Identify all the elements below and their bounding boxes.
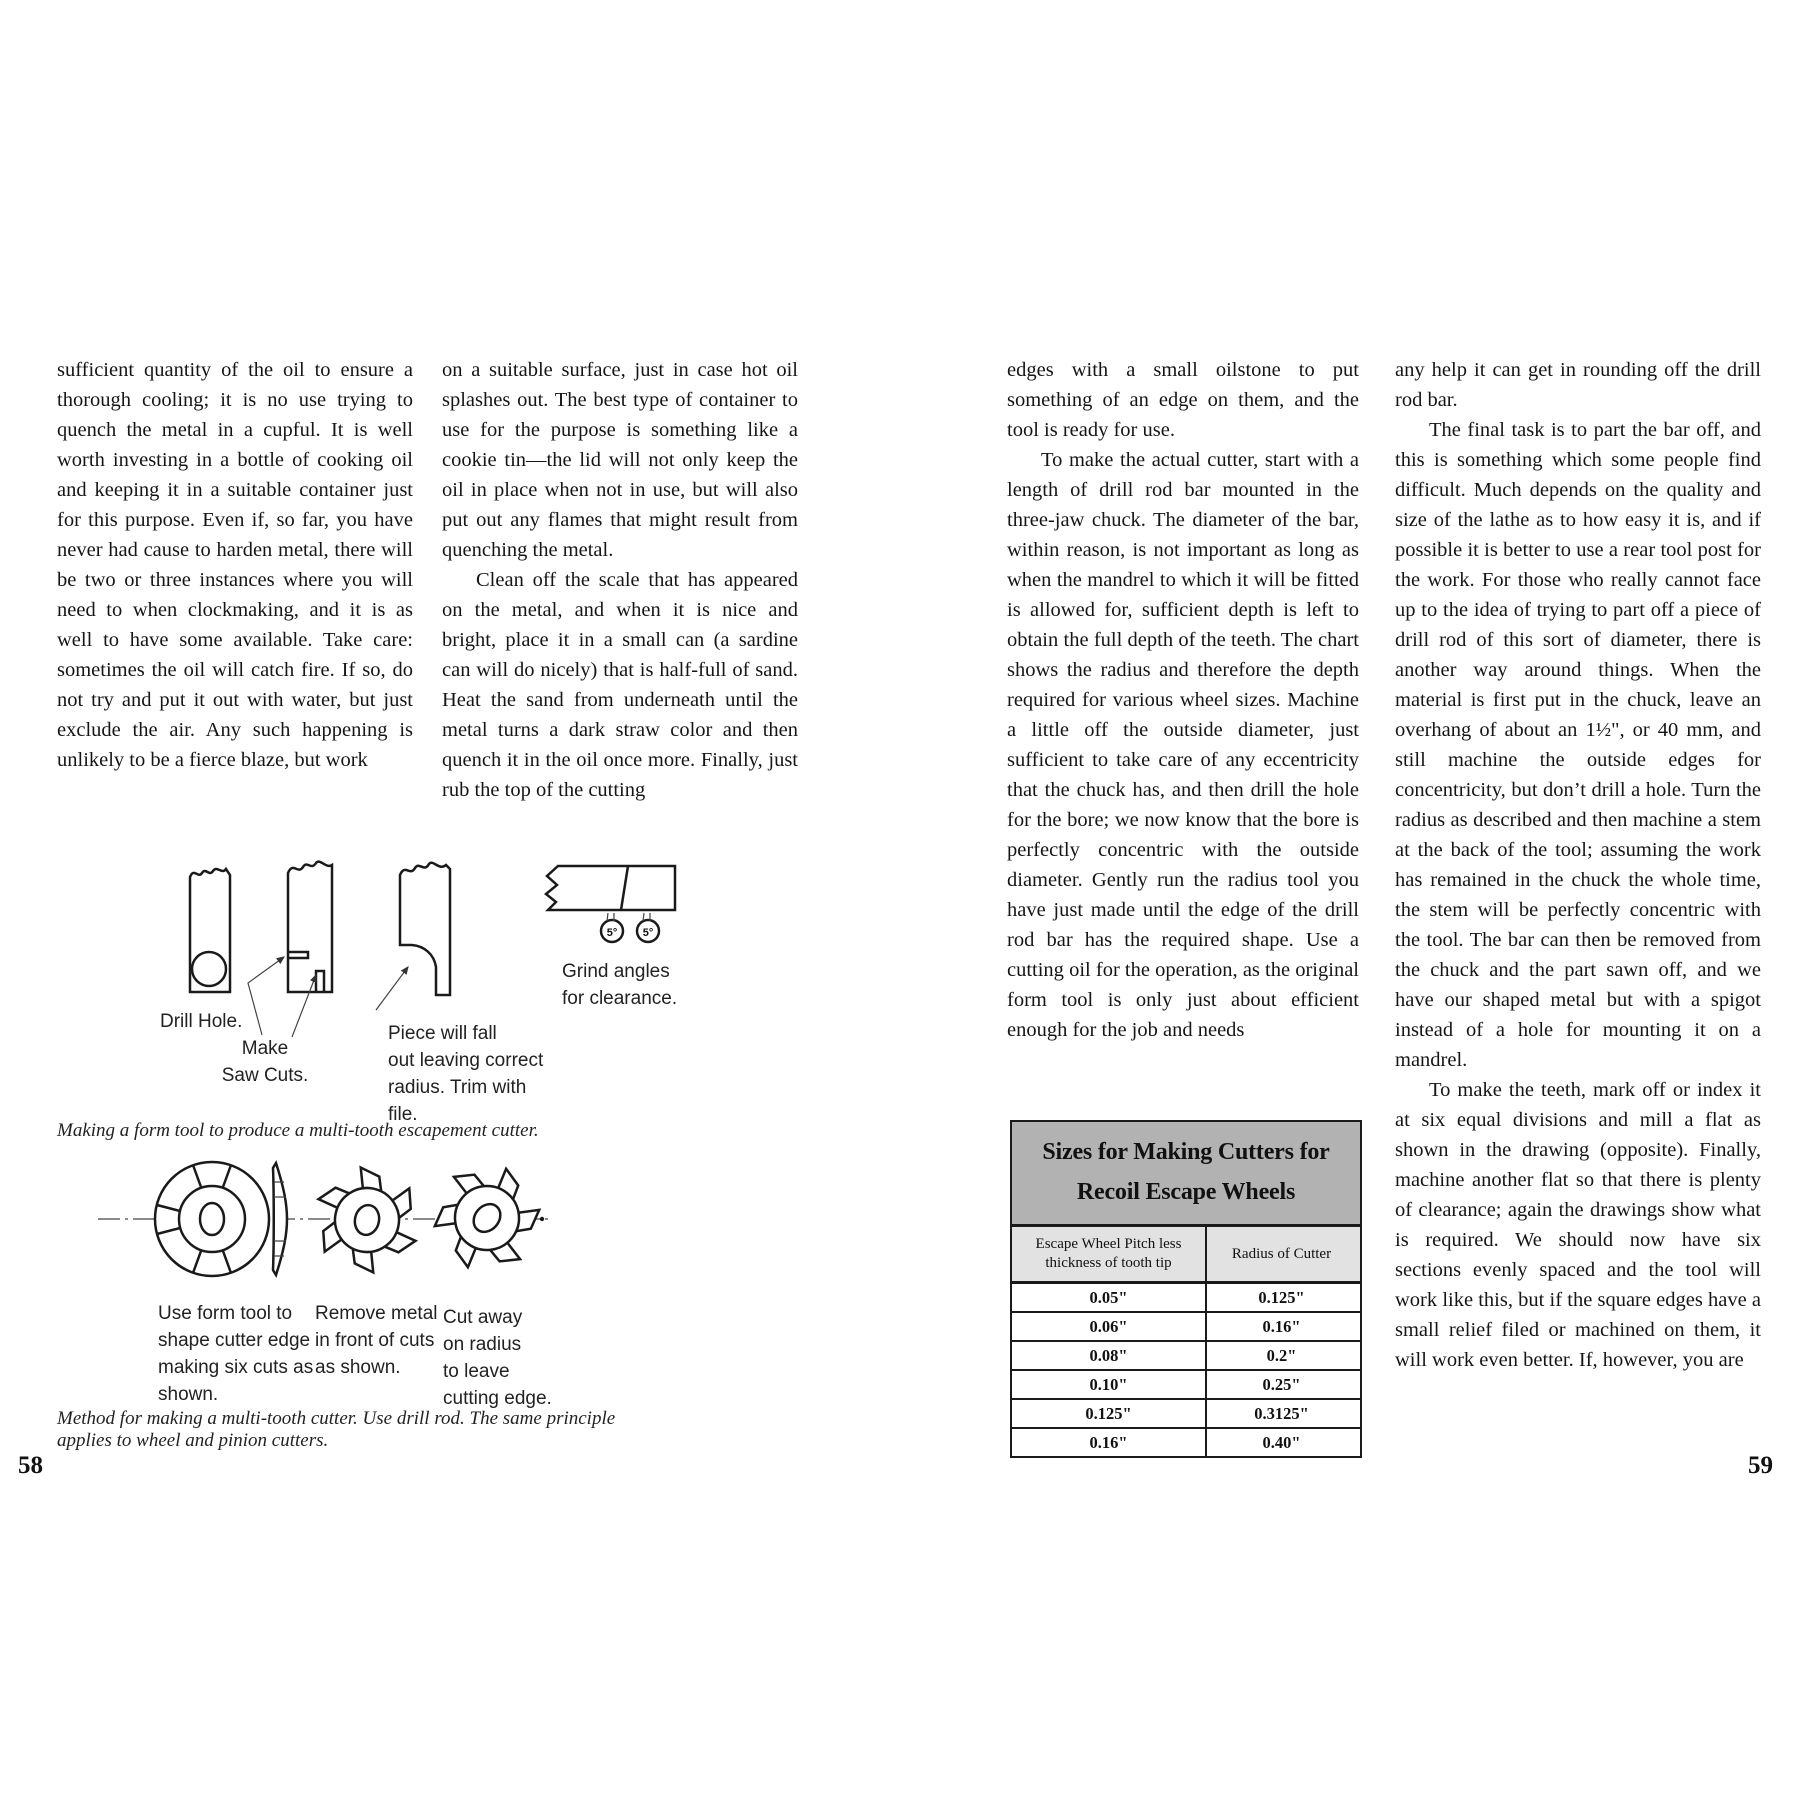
ground-tool-bar bbox=[546, 866, 675, 910]
angle-value: 5° bbox=[642, 927, 654, 939]
table-cell: 0.125" bbox=[1258, 1288, 1305, 1307]
leader-line bbox=[376, 967, 408, 1010]
label-line: on radius bbox=[443, 1334, 522, 1355]
page-number-59: 59 bbox=[1748, 1452, 1773, 1479]
table-header-radius: Radius of Cutter bbox=[1231, 1245, 1332, 1262]
label-line: out leaving correct bbox=[388, 1050, 544, 1071]
drill-hole-circle bbox=[192, 952, 226, 986]
label-line: cutting edge. bbox=[443, 1388, 552, 1409]
figure2-label-remove-metal bbox=[315, 1300, 438, 1381]
figure2-label-cut-away bbox=[443, 1304, 552, 1412]
table-cell: 0.2" bbox=[1266, 1346, 1297, 1365]
paragraph: Clean off the scale that has appeared on the metal, and when it is nice and bright, place it in a small can (a sardine can will do nicely) that is half-full of sand. Heat the sand from underneath until the metal turns a dark straw color and then quench it in the oil once more. Finally, just rub the top of the cutting bbox=[442, 569, 798, 801]
label-line: in front of cuts bbox=[315, 1330, 435, 1351]
page58-column1 bbox=[57, 355, 413, 775]
label-line: file. bbox=[388, 1104, 418, 1125]
table-row bbox=[1012, 1429, 1360, 1456]
table-cell: 0.3125" bbox=[1254, 1404, 1309, 1423]
label-line: Use form tool to bbox=[158, 1303, 293, 1324]
label-line: to leave bbox=[443, 1361, 510, 1382]
table-row bbox=[1012, 1342, 1360, 1371]
page-number-58: 58 bbox=[18, 1452, 43, 1479]
cutter-six-teeth-rough bbox=[306, 1160, 428, 1279]
table-cell: 0.40" bbox=[1262, 1433, 1301, 1452]
figure1-label-drill-hole bbox=[160, 1008, 242, 1035]
label-line: Piece will fall bbox=[388, 1023, 497, 1044]
cutter-six-teeth-finished bbox=[415, 1146, 559, 1289]
bar-with-saw-cuts bbox=[288, 862, 332, 992]
figure1-caption: Making a form tool to produce a multi-tooth escapement cutter. bbox=[57, 1120, 539, 1141]
table-cell: 0.05" bbox=[1012, 1284, 1207, 1311]
table-cell: 0.16" bbox=[1012, 1429, 1207, 1456]
paragraph: any help it can get in rounding off the drill rod bar. bbox=[1395, 359, 1761, 411]
paragraph: sufficient quantity of the oil to ensure a thorough cooling; it is no use trying to quench the metal in a cupful. It is well worth investing in a bottle of cooking oil and keeping it in a suitable container just for this purpose. Even if, so far, you have never had cause to harden metal, there will be two or three instances where you will need to when clockmaking, and it is as well to have some available. Take care: sometimes the oil will catch fire. If so, do not try and put it out with water, but just exclude the air. Any such happening is unlikely to be a fierce blaze, but work bbox=[57, 359, 413, 771]
table-row bbox=[1012, 1284, 1360, 1313]
label-line: making six cuts as bbox=[158, 1357, 314, 1378]
figure1-label-piece bbox=[388, 1020, 543, 1128]
angle-callout-left bbox=[601, 913, 623, 942]
center-line-dot bbox=[540, 1217, 544, 1221]
label-line: Cut away bbox=[443, 1307, 523, 1328]
table-title bbox=[1012, 1122, 1360, 1227]
table-cell: 0.125" bbox=[1012, 1400, 1207, 1427]
angle-callout-right bbox=[637, 913, 659, 942]
table-header-row bbox=[1012, 1227, 1360, 1284]
leader-line bbox=[248, 957, 284, 1035]
label-line: shown. bbox=[158, 1384, 219, 1405]
paragraph: The final task is to part the bar off, and this is something which some people find difficult. Much depends on the quality and size of the lathe as to how easy it is, and if possible it is better to use a rear tool post for the work. For those who really cannot face up to the idea of trying to part off a piece of drill rod of this sort of diameter, there is another way around things. When the material is first put in the chuck, leave an overhang of about an 1½", or 40 mm, and still machine the outside edges for concentricity, but don’t drill a hole. Turn the radius as described and then machine a stem at the back of the tool; assuming the work has remained in the chuck the whole time, the stem will be perfectly concentric with the tool. The bar can then be removed from the chuck and the part sawn off, and we have our shaped metal but with a spigot instead of a hole for mounting it on a mandrel. bbox=[1395, 419, 1761, 1071]
label-line: Make bbox=[241, 1038, 289, 1059]
table-cell: 0.06" bbox=[1012, 1313, 1207, 1340]
figure2-label-form-tool bbox=[158, 1300, 313, 1408]
table-cell: 0.16" bbox=[1262, 1317, 1301, 1336]
paragraph: To make the teeth, mark off or index it at six equal divisions and mill a flat as shown in the drawing (opposite). Finally, machine another flat so that there is plenty of clearance; again the drawings show what is required. We should now have six sections evenly spaced and the tool will work like this, but if the square edges have a small relief filed or machined on them, it will work even better. If, however, you are bbox=[1395, 1079, 1761, 1371]
label-line: Grind angles bbox=[562, 961, 670, 982]
page58-column2 bbox=[442, 355, 798, 805]
bar-with-radius-cut bbox=[400, 863, 450, 995]
label-line: as shown. bbox=[315, 1357, 401, 1378]
angle-value: 5° bbox=[606, 927, 618, 939]
table-title-line2: Recoil Escape Wheels bbox=[1076, 1179, 1296, 1205]
figure1-label-grind bbox=[562, 958, 677, 1012]
table-row bbox=[1012, 1400, 1360, 1429]
page59-column1 bbox=[1007, 355, 1359, 1045]
page59-column2 bbox=[1395, 355, 1761, 1375]
paragraph: To make the actual cutter, start with a length of drill rod bar mounted in the three-jaw chuck. The diameter of the bar, within reason, is not important as long as when the mandrel to which it will be fitted is allowed for, sufficient depth is left to obtain the full depth of the teeth. The chart shows the radius and therefore the depth required for various wheel sizes. Machine a little off the outside diameter, just sufficient to take care of any eccentricity that the chuck has, and then drill the hole for the bore; we now know that the bore is perfectly concentric with the outside diameter. Gently run the radius tool you have just made until the edge of the drill rod bar has the required shape. Use a cutting oil for the operation, as the original form tool is only just about efficient enough for the job and needs bbox=[1007, 449, 1359, 1041]
cutter-blank-side-view bbox=[273, 1163, 287, 1275]
label-line: radius. Trim with bbox=[388, 1077, 527, 1098]
disc-with-form-cuts bbox=[155, 1162, 269, 1276]
figure2-cutter-drawing bbox=[90, 1150, 560, 1302]
table-row bbox=[1012, 1313, 1360, 1342]
table-cell: 0.25" bbox=[1262, 1375, 1301, 1394]
cutter-sizes-table bbox=[1010, 1120, 1362, 1458]
figure1-label-saw-cuts bbox=[210, 1035, 320, 1089]
table-cell: 0.10" bbox=[1012, 1371, 1207, 1398]
table-header-pitch: Escape Wheel Pitch less thickness of tooth tip bbox=[1012, 1227, 1207, 1281]
label-line: Drill Hole. bbox=[160, 1011, 243, 1032]
table-row bbox=[1012, 1371, 1360, 1400]
paragraph: on a suitable surface, just in case hot oil splashes out. The best type of container to use for the purpose is something like a cookie tin—the lid will not only keep the oil in place when not in use, but will also put out any flames that might result from quenching the metal. bbox=[442, 359, 798, 561]
table-cell: 0.08" bbox=[1012, 1342, 1207, 1369]
label-line: shape cutter edge bbox=[158, 1330, 311, 1351]
paragraph: edges with a small oilstone to put something of an edge on them, and the tool is ready for use. bbox=[1007, 359, 1359, 441]
figure2-caption: Method for making a multi-tooth cutter. Use drill rod. The same principle applies to wheel and pinion cutters. bbox=[57, 1408, 616, 1451]
label-line: Saw Cuts. bbox=[221, 1065, 309, 1086]
label-line: for clearance. bbox=[562, 988, 678, 1009]
label-line: Remove metal bbox=[315, 1303, 438, 1324]
table-title-line1: Sizes for Making Cutters for bbox=[1042, 1139, 1330, 1165]
